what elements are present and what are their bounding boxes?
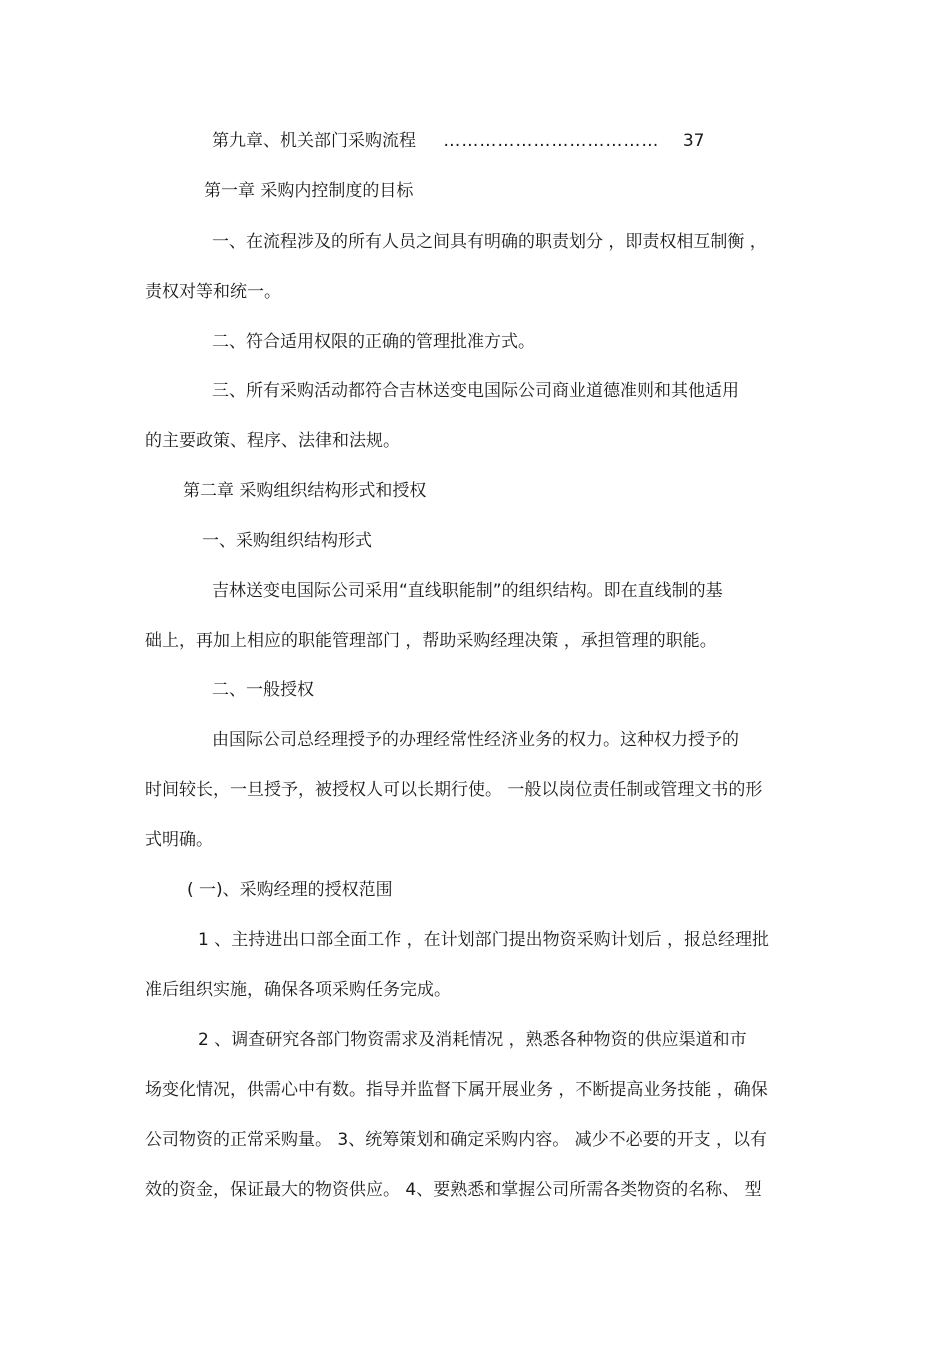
- section-2-heading: 二、一般授权: [212, 680, 314, 700]
- item-2-line-2: 场变化情况，供需心中有数。指导并监督下属开展业务 ，不断提高业务技能 ，确保: [145, 1080, 768, 1100]
- section-1-line-2: 础上，再加上相应的职能管理部门 ，帮助采购经理决策 ，承担管理的职能。: [145, 631, 717, 651]
- chapter-1-title: 第一章 采购内控制度的目标: [204, 181, 414, 201]
- item-1-line-1: 1 、主持进出口部全面工作 ，在计划部门提出物资采购计划后 ，报总经理批: [198, 930, 770, 950]
- item-2-line-3: 公司物资的正常采购量。 3、统筹策划和确定采购内容。 减少不必要的开支 ，以有: [145, 1130, 768, 1150]
- chapter-1-para-1-line-1: 一、在流程涉及的所有人员之间具有明确的职责划分 ，即责权相互制衡 ，: [212, 232, 767, 252]
- item-1-line-2: 准后组织实施，确保各项采购任务完成。: [145, 980, 451, 1000]
- chapter-1-para-2: 二、符合适用权限的正确的管理批准方式。: [212, 332, 535, 352]
- section-1-line-1: 吉林送变电国际公司采用“直线职能制”的组织结构。即在直线制的基: [212, 581, 723, 601]
- toc-dot-leader: ………………………………: [443, 131, 660, 151]
- toc-entry-title: 第九章、机关部门采购流程: [212, 131, 416, 151]
- subsection-1-heading: ( 一)、采购经理的授权范围: [187, 880, 393, 900]
- toc-page-number: 37: [682, 131, 705, 151]
- chapter-1-para-3-line-2: 的主要政策、程序、法律和法规。: [145, 431, 400, 451]
- section-2-line-3: 式明确。: [145, 830, 213, 850]
- toc-entry: [212, 130, 704, 152]
- chapter-2-title: 第二章 采购组织结构形式和授权: [183, 481, 427, 501]
- chapter-1-para-1-line-2: 责权对等和统一。: [145, 282, 281, 302]
- chapter-1-para-3-line-1: 三、所有采购活动都符合吉林送变电国际公司商业道德准则和其他适用: [212, 381, 739, 401]
- item-2-line-4: 效的资金，保证最大的物资供应。 4、要熟悉和掌握公司所需各类物资的名称、 型: [145, 1180, 762, 1200]
- item-2-line-1: 2 、调查研究各部门物资需求及消耗情况 ，熟悉各种物资的供应渠道和市: [198, 1030, 747, 1050]
- section-1-heading: 一、采购组织结构形式: [202, 531, 372, 551]
- section-2-line-2: 时间较长，一旦授予，被授权人可以长期行使。 一般以岗位责任制或管理文书的形: [145, 780, 763, 800]
- section-2-line-1: 由国际公司总经理授予的办理经常性经济业务的权力。这种权力授予的: [212, 730, 739, 750]
